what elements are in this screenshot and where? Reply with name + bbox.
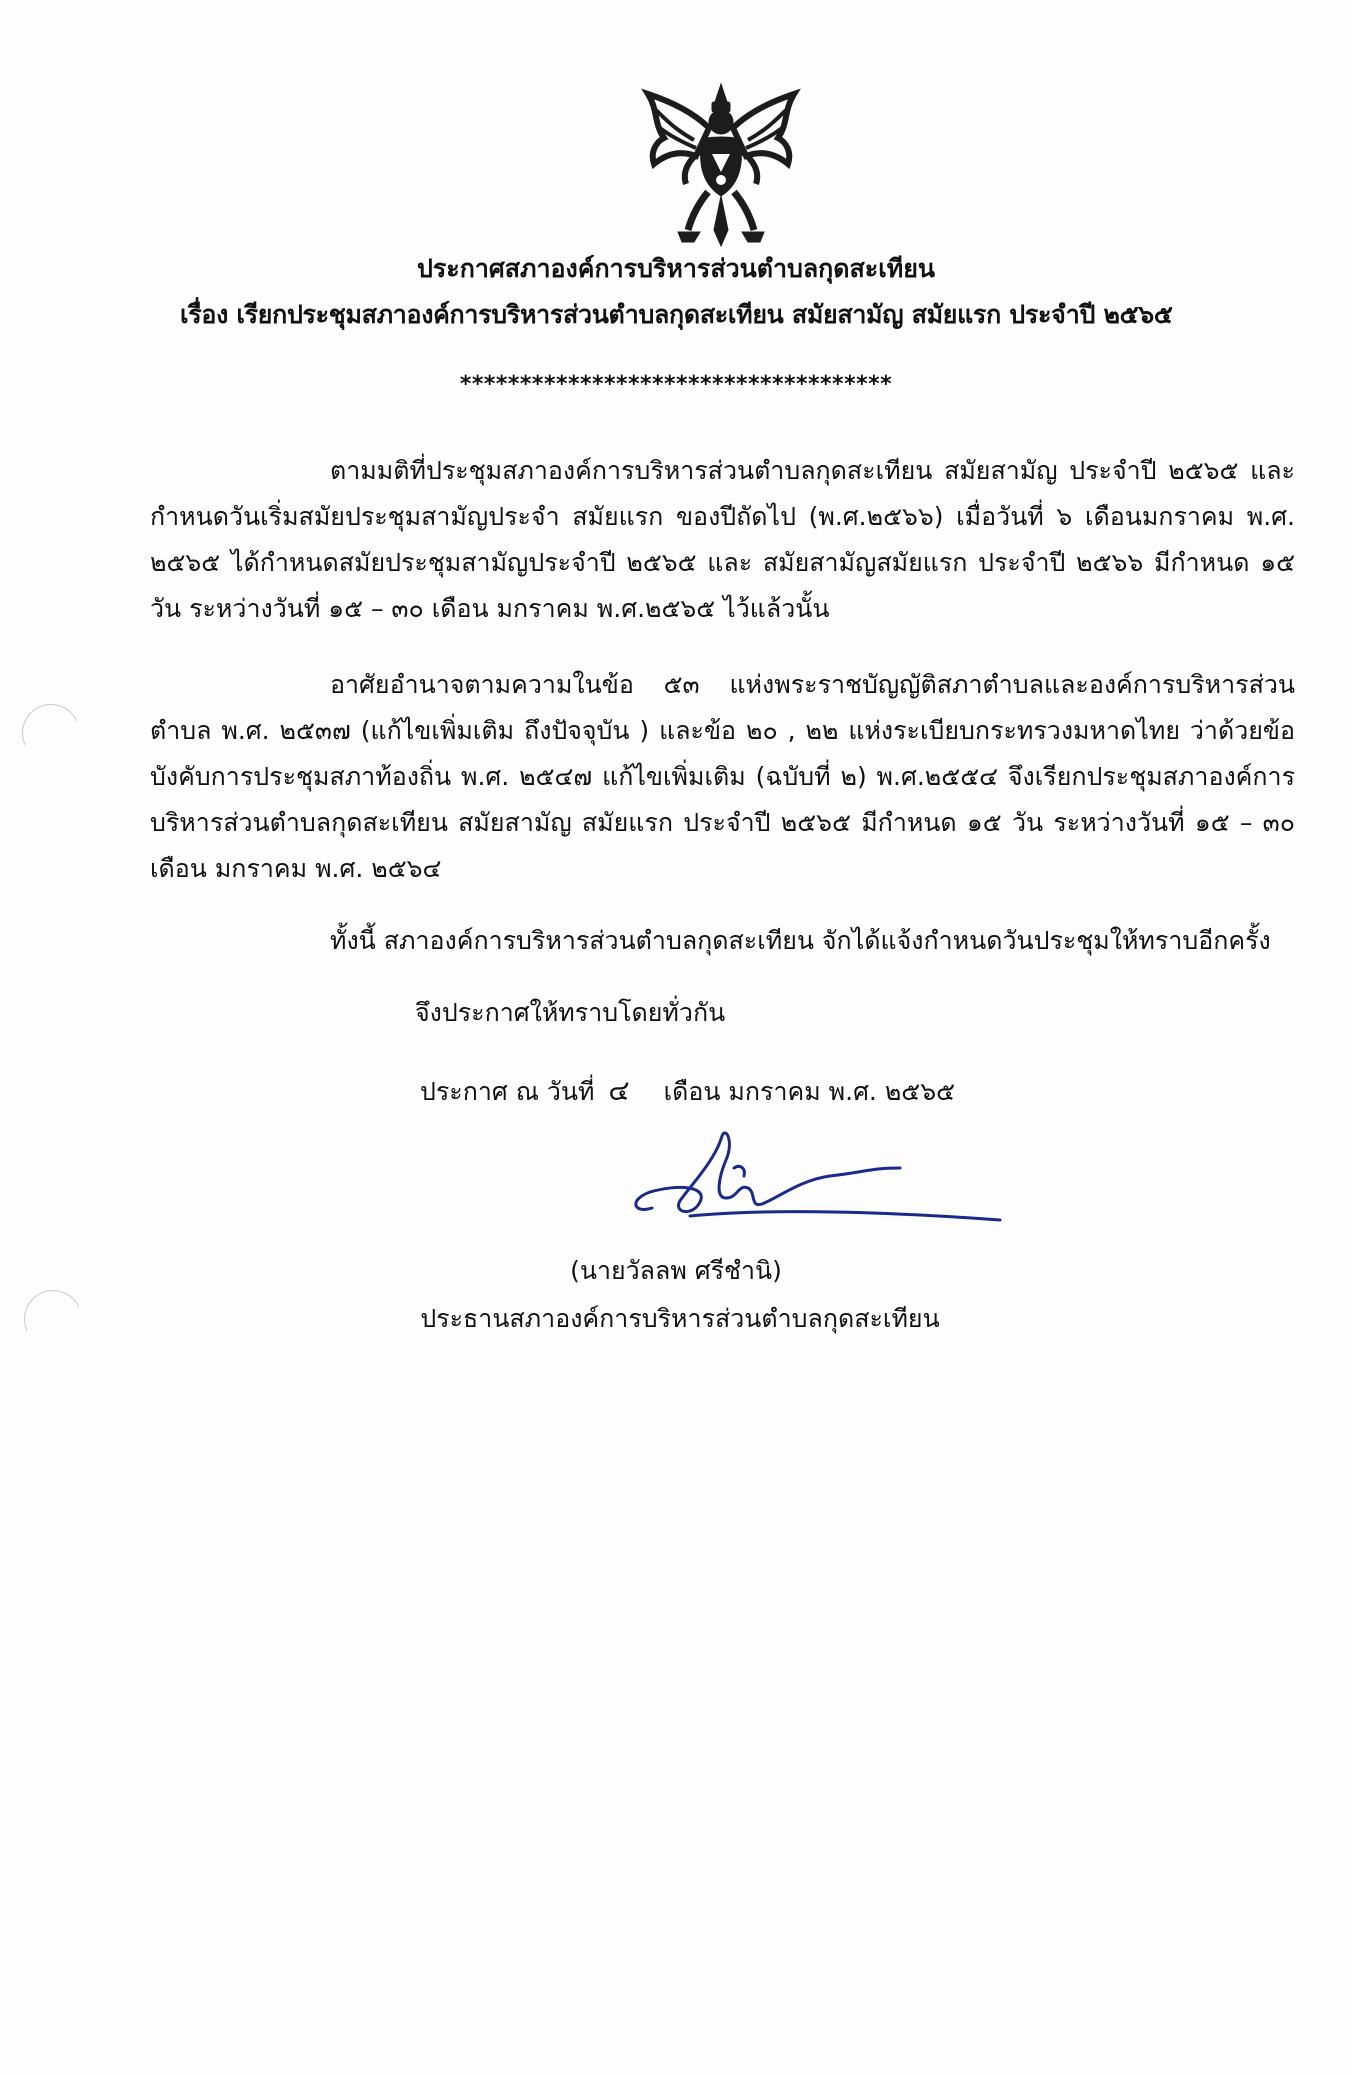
closing-announcement: จึงประกาศให้ทราบโดยทั่วกัน	[415, 998, 726, 1027]
punch-hole-mark	[14, 696, 88, 770]
handwritten-signature	[630, 1128, 1010, 1248]
date-day: ๔	[608, 1074, 630, 1107]
signer-position: ประธานสภาองค์การบริหารส่วนตำบลกุดสะเทียน	[420, 1304, 940, 1333]
body-paragraph-3: ทั้งนี้ สภาองค์การบริหารส่วนตำบลกุดสะเทียน จักได้แจ้งกำหนดวันประชุมให้ทราบอีกครั้ง	[330, 926, 1271, 955]
paragraph-1-text: ตามมติที่ประชุมสภาองค์การบริหารส่วนตำบลกุดสะเทียน สมัยสามัญ ประจำปี ๒๕๖๕ และกำหนดวันเริ่มสมัยประชุมสามัญประจำ สมัยแรก ของปีถัดไป (พ.ศ.๒๕๖๖) เมื่อวันที่ ๖ เดือนมกราคม พ.ศ. ๒๕๖๕ ได้กำหนดสมัยประชุมสามัญประจำปี ๒๕๖๕ และ สมัยสามัญสมัยแรก ประจำปี ๒๕๖๖ มีกำหนด ๑๕ วัน ระหว่างวันที่ ๑๕ – ๓๐ เดือน มกราคม พ.ศ.๒๕๖๕ ไว้แล้วนั้น	[150, 456, 1296, 623]
document-title: ประกาศสภาองค์การบริหารส่วนตำบลกุดสะเทียน	[416, 254, 935, 283]
signer-name: (นายวัลลพ ศรีชำนิ)	[570, 1256, 782, 1285]
date-rest: เดือน มกราคม พ.ศ. ๒๕๖๕	[663, 1077, 956, 1106]
garuda-emblem-icon	[636, 80, 806, 250]
date-prefix: ประกาศ ณ วันที่	[420, 1077, 595, 1106]
separator-line: ************************************	[459, 372, 893, 397]
announcement-date	[420, 1068, 955, 1115]
body-paragraph-2	[150, 662, 1295, 892]
paragraph-2-text: อาศัยอำนาจตามความในข้อ ๕๓ แห่งพระราชบัญญัติสภาตำบลและองค์การบริหารส่วนตำบล พ.ศ. ๒๕๓๗ (แก้ไขเพิ่มเติม ถึงปัจจุบัน ) และข้อ ๒๐ , ๒๒ แห่งระเบียบกระทรวงมหาดไทย ว่าด้วยข้อบังคับการประชุมสภาท้องถิ่น พ.ศ. ๒๕๔๗ แก้ไขเพิ่มเติม (ฉบับที่ ๒) พ.ศ.๒๕๕๔ จึงเรียกประชุมสภาองค์การบริหารส่วนตำบลกุดสะเทียน สมัยสามัญ สมัยแรก ประจำปี ๒๕๖๕ มีกำหนด ๑๕ วัน ระหว่างวันที่ ๑๕ – ๓๐ เดือน มกราคม พ.ศ. ๒๕๖๔	[150, 670, 1295, 883]
body-paragraph-1	[150, 448, 1295, 632]
document-subject: เรื่อง เรียกประชุมสภาองค์การบริหารส่วนตำบลกุดสะเทียน สมัยสามัญ สมัยแรก ประจำปี ๒๕๖๕	[180, 300, 1173, 329]
